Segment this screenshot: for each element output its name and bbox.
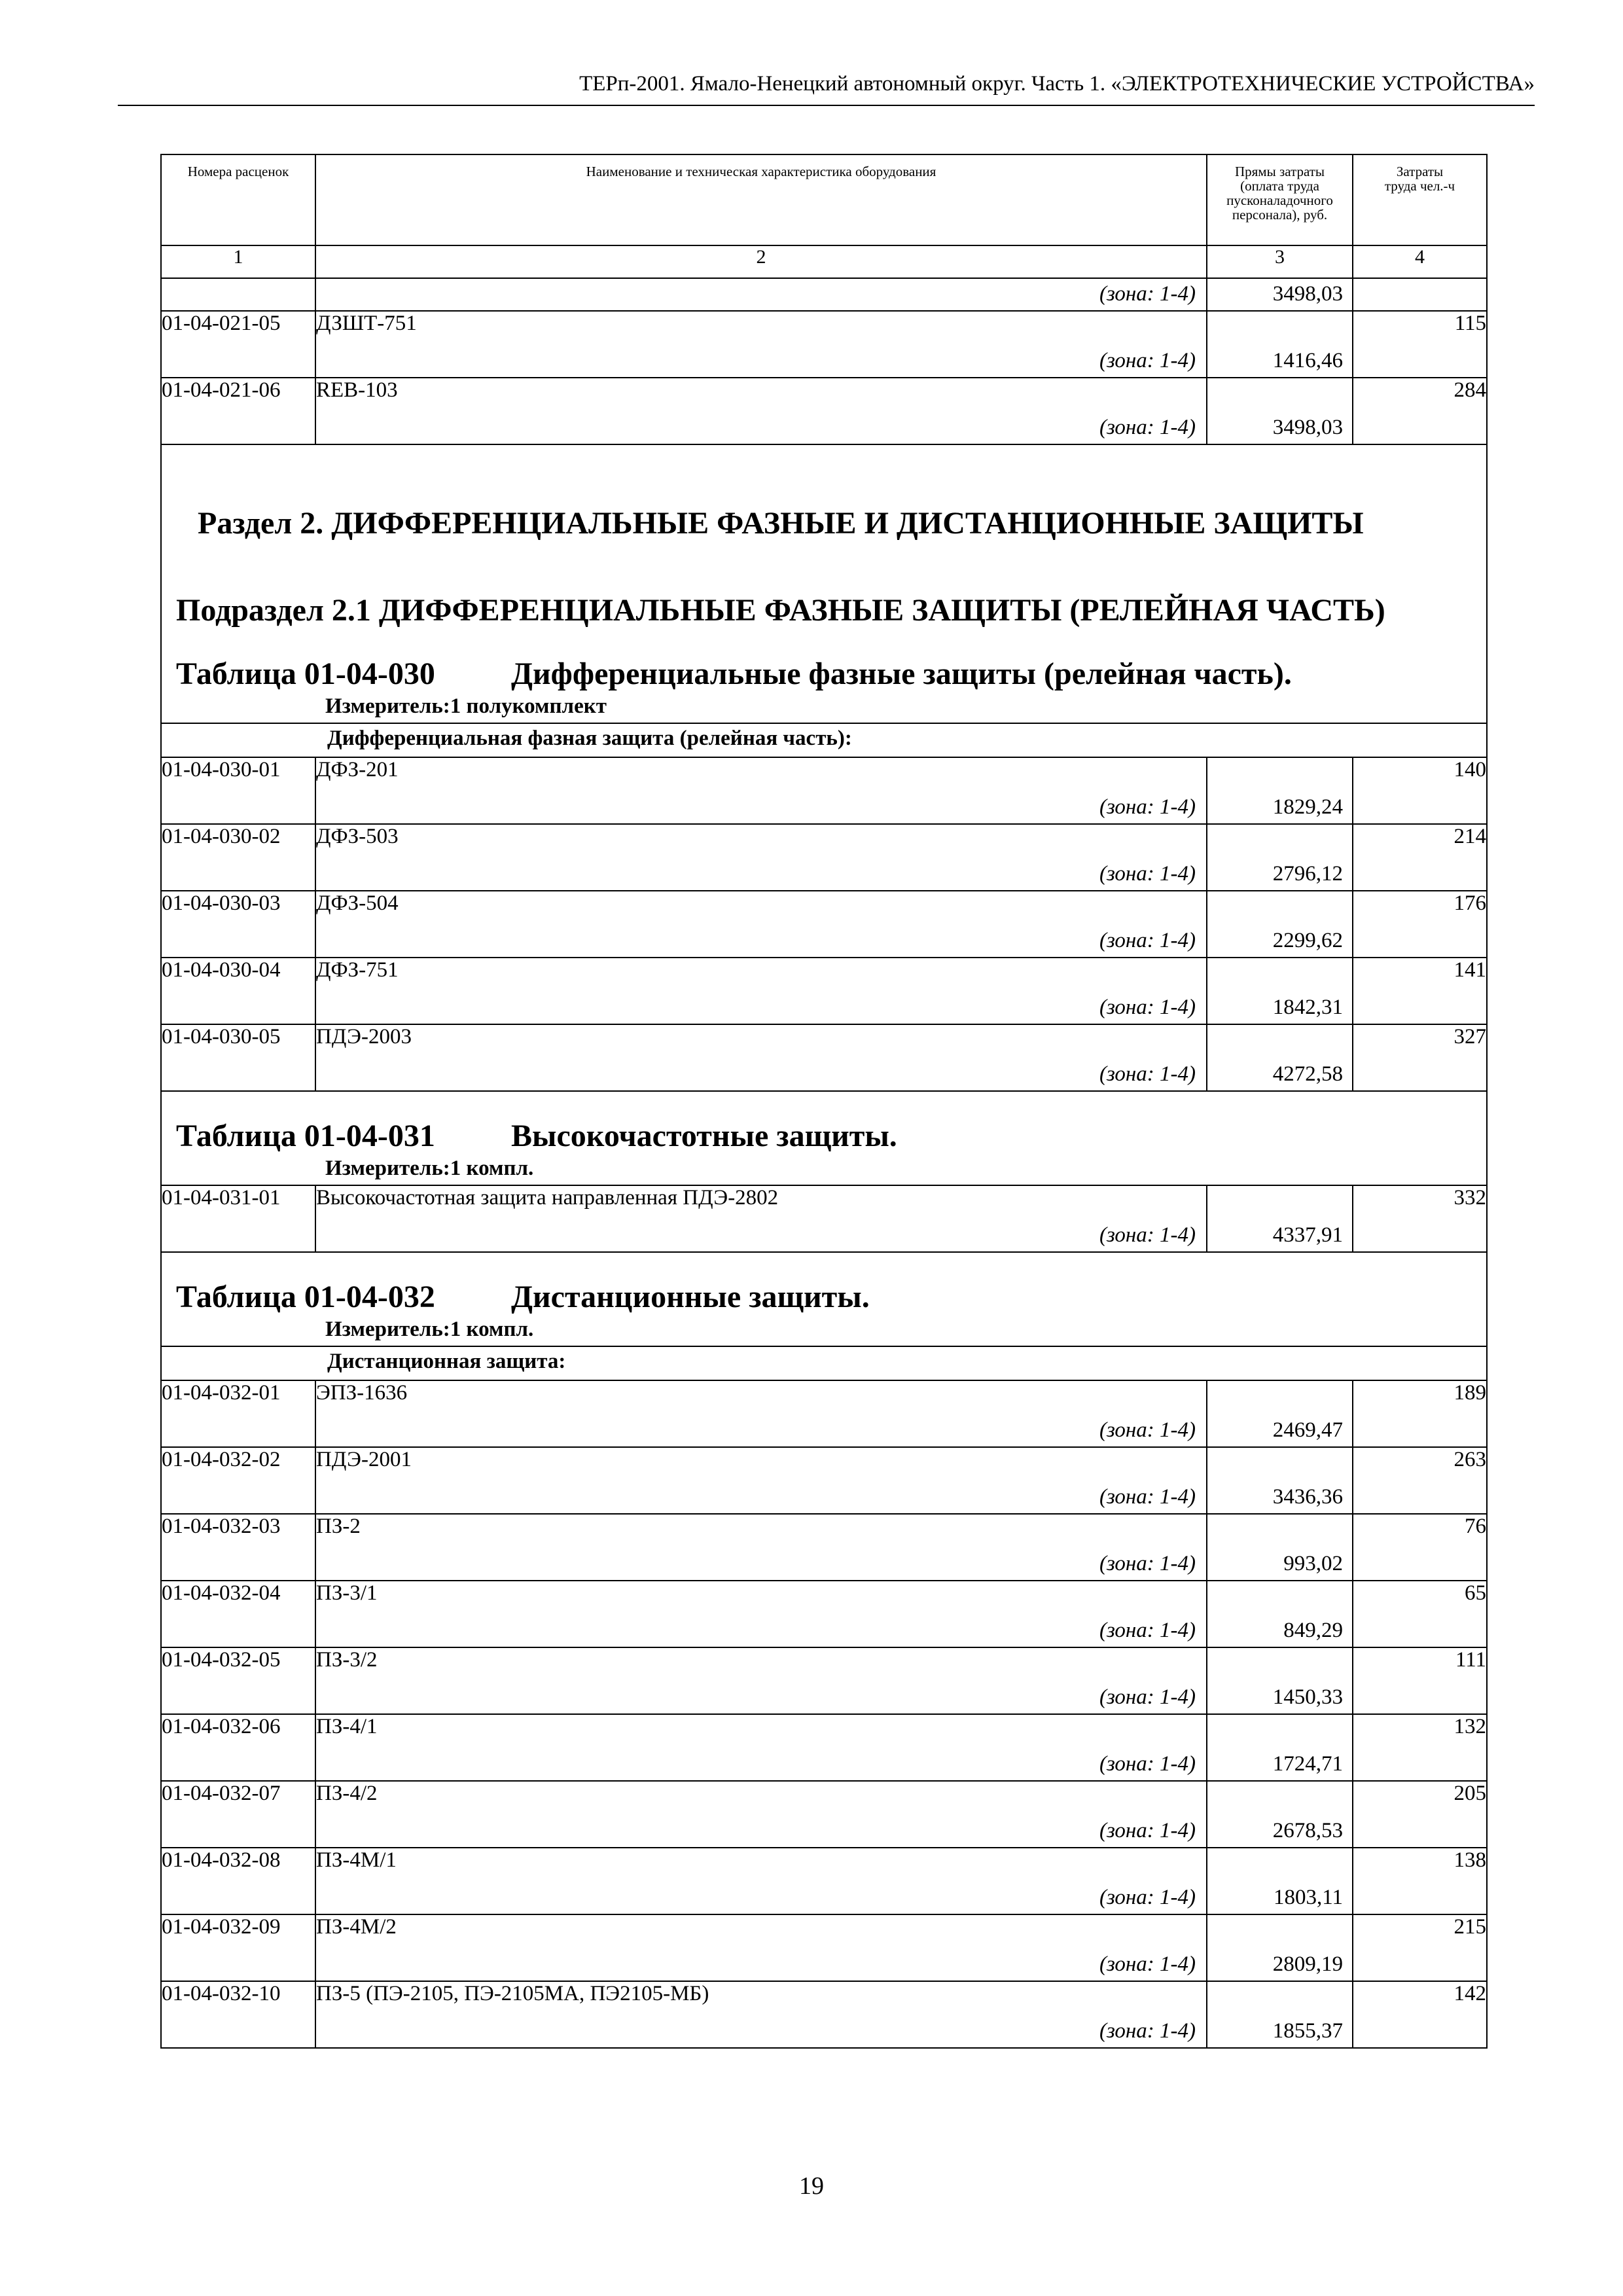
direct-cost <box>1207 891 1353 958</box>
equipment-name <box>315 891 1207 958</box>
table-row <box>161 1447 1487 1514</box>
rate-code: 01-04-032-09 <box>161 1914 315 1981</box>
labor-cost: 111 <box>1353 1647 1487 1714</box>
equipment-name-text: ДЗШТ-751 <box>316 312 417 335</box>
table-row <box>161 1185 1487 1252</box>
direct-cost: 3498,03 <box>1207 278 1353 311</box>
direct-cost-value: 2809,19 <box>1272 1952 1343 1976</box>
equipment-name-text: ПЗ-4М/2 <box>316 1915 397 1939</box>
column-number-row <box>161 245 1487 278</box>
col-header-name: Наименование и техническая характеристика оборудования <box>315 154 1207 245</box>
equipment-name-text: ПДЭ-2003 <box>316 1025 412 1049</box>
direct-cost-value: 1416,46 <box>1272 349 1343 372</box>
rate-code: 01-04-032-10 <box>161 1981 315 2048</box>
equipment-name <box>315 378 1207 444</box>
labor-cost: 140 <box>1353 757 1487 824</box>
rate-code: 01-04-030-04 <box>161 958 315 1024</box>
table-heading <box>161 1252 1487 1346</box>
measure-unit: Измеритель:1 полукомплект <box>325 694 607 718</box>
rate-code: 01-04-030-02 <box>161 824 315 891</box>
rate-code: 01-04-032-04 <box>161 1581 315 1647</box>
direct-cost-value: 2678,53 <box>1272 1819 1343 1842</box>
price-table <box>160 154 1488 2049</box>
direct-cost-value: 2299,62 <box>1272 929 1343 952</box>
equipment-name-text: ПЗ-4/1 <box>316 1715 378 1738</box>
labor-cost: 132 <box>1353 1714 1487 1781</box>
rate-code: 01-04-032-08 <box>161 1848 315 1914</box>
direct-cost <box>1207 1380 1353 1447</box>
equipment-name-text: ПЗ-4/2 <box>316 1782 378 1805</box>
table-row <box>161 1781 1487 1848</box>
zone-label: (зона: 1-4) <box>1099 416 1196 439</box>
direct-cost-value: 4272,58 <box>1272 1062 1343 1086</box>
direct-cost <box>1207 958 1353 1024</box>
labor-cost: 215 <box>1353 1914 1487 1981</box>
direct-cost-value: 1803,11 <box>1273 1886 1343 1909</box>
zone-label: (зона: 1-4) <box>1099 2019 1196 2043</box>
table-row <box>161 278 1487 311</box>
labor-cost: 176 <box>1353 891 1487 958</box>
labor-cost: 263 <box>1353 1447 1487 1514</box>
equipment-name <box>315 1514 1207 1581</box>
direct-cost <box>1207 757 1353 824</box>
equipment-name <box>315 757 1207 824</box>
table-row <box>161 1024 1487 1091</box>
section-title: Раздел 2. ДИФФЕРЕНЦИАЛЬНЫЕ ФАЗНЫЕ И ДИСТАНЦИОННЫЕ ЗАЩИТЫ <box>198 506 1364 541</box>
direct-cost <box>1207 1447 1353 1514</box>
labor-cost: 284 <box>1353 378 1487 444</box>
direct-cost <box>1207 1647 1353 1714</box>
direct-cost-value: 3498,03 <box>1272 416 1343 439</box>
zone-label: (зона: 1-4) <box>1099 1685 1196 1709</box>
table-row <box>161 958 1487 1024</box>
equipment-name <box>315 1380 1207 1447</box>
zone-label: (зона: 1-4) <box>1099 1819 1196 1842</box>
direct-cost <box>1207 1185 1353 1252</box>
equipment-name-text: ДФЗ-504 <box>316 891 399 915</box>
col-number: 4 <box>1353 245 1487 278</box>
equipment-name-text: ДФЗ-201 <box>316 758 399 781</box>
table-title <box>162 628 1486 692</box>
zone-label: (зона: 1-4) <box>1099 1619 1196 1642</box>
zone-label: (зона: 1-4) <box>1099 282 1196 306</box>
rate-code: 01-04-021-05 <box>161 311 315 378</box>
table-name: Дифференциальные фазные защиты (релейная часть). <box>511 656 1292 691</box>
direct-cost <box>1207 311 1353 378</box>
table-title <box>162 1253 1486 1315</box>
equipment-name <box>315 824 1207 891</box>
zone-label: (зона: 1-4) <box>1099 1886 1196 1909</box>
table-row <box>161 1848 1487 1914</box>
zone-label: (зона: 1-4) <box>1099 1552 1196 1575</box>
table-number: Таблица 01-04-031 <box>176 1119 435 1153</box>
direct-cost <box>1207 1024 1353 1091</box>
equipment-name-text: ДФЗ-751 <box>316 958 399 982</box>
equipment-name <box>315 1185 1207 1252</box>
equipment-name-text: ДФЗ-503 <box>316 825 399 848</box>
equipment-name <box>315 1914 1207 1981</box>
col-number: 2 <box>315 245 1207 278</box>
zone-label: (зона: 1-4) <box>1099 862 1196 886</box>
labor-cost: 214 <box>1353 824 1487 891</box>
table-row <box>161 1981 1487 2048</box>
direct-cost-value: 2796,12 <box>1272 862 1343 886</box>
rate-code: 01-04-030-05 <box>161 1024 315 1091</box>
table-heading-row <box>161 1091 1487 1185</box>
equipment-name <box>315 1848 1207 1914</box>
rate-code: 01-04-030-03 <box>161 891 315 958</box>
col-header-labor: Затраты труда чел.-ч <box>1353 154 1487 245</box>
table-row <box>161 891 1487 958</box>
labor-cost: 332 <box>1353 1185 1487 1252</box>
equipment-name-text: ПЗ-3/2 <box>316 1648 378 1672</box>
direct-cost-value: 1829,24 <box>1272 795 1343 819</box>
direct-cost-value: 849,29 <box>1283 1619 1343 1642</box>
equipment-name-text: ПЗ-4М/1 <box>316 1848 397 1872</box>
table-row <box>161 757 1487 824</box>
table-heading <box>161 1091 1487 1185</box>
equipment-name <box>315 1447 1207 1514</box>
subsection-title: Подраздел 2.1 ДИФФЕРЕНЦИАЛЬНЫЕ ФАЗНЫЕ ЗАЩИТЫ (РЕЛЕЙНАЯ ЧАСТЬ) <box>176 593 1385 628</box>
table-heading-row <box>161 1252 1487 1346</box>
table-row <box>161 1714 1487 1781</box>
zone-label: (зона: 1-4) <box>1099 1223 1196 1247</box>
direct-cost <box>1207 1714 1353 1781</box>
zone-label: (зона: 1-4) <box>1099 349 1196 372</box>
labor-cost: 189 <box>1353 1380 1487 1447</box>
zone-label: (зона: 1-4) <box>1099 1752 1196 1776</box>
col-header-codes: Номера расценок <box>161 154 315 245</box>
measure-unit: Измеритель:1 компл. <box>325 1157 534 1180</box>
table-row <box>161 1380 1487 1447</box>
column-header-row <box>161 154 1487 245</box>
zone-label: (зона: 1-4) <box>1099 1952 1196 1976</box>
table-row <box>161 1581 1487 1647</box>
rate-code: 01-04-032-06 <box>161 1714 315 1781</box>
equipment-name-text: ЭПЗ-1636 <box>316 1381 408 1405</box>
labor-cost: 327 <box>1353 1024 1487 1091</box>
zone-label: (зона: 1-4) <box>1099 1418 1196 1442</box>
direct-cost-value: 1724,71 <box>1272 1752 1343 1776</box>
equipment-name <box>315 1781 1207 1848</box>
labor-cost: 138 <box>1353 1848 1487 1914</box>
labor-cost: 115 <box>1353 311 1487 378</box>
equipment-name-text: REB-103 <box>316 378 398 402</box>
labor-cost: 65 <box>1353 1581 1487 1647</box>
direct-cost <box>1207 1781 1353 1848</box>
rate-code: 01-04-021-06 <box>161 378 315 444</box>
zone-label: (зона: 1-4) <box>1099 1062 1196 1086</box>
zone-label: (зона: 1-4) <box>1099 929 1196 952</box>
equipment-name <box>315 1024 1207 1091</box>
direct-cost-value: 2469,47 <box>1272 1418 1343 1442</box>
equipment-name <box>315 311 1207 378</box>
table-row <box>161 824 1487 891</box>
table-row <box>161 1914 1487 1981</box>
table-row <box>161 311 1487 378</box>
zone-label: (зона: 1-4) <box>1099 996 1196 1019</box>
direct-cost-value: 4337,91 <box>1272 1223 1343 1247</box>
table-number: Таблица 01-04-032 <box>176 1280 435 1314</box>
col-number: 3 <box>1207 245 1353 278</box>
running-header: ТЕРп-2001. Ямало-Ненецкий автономный округ. Часть 1. «ЭЛЕКТРОТЕХНИЧЕСКИЕ УСТРОЙСТВА» <box>579 72 1535 96</box>
group-label: Дифференциальная фазная защита (релейная часть): <box>161 723 1487 757</box>
table-number: Таблица 01-04-030 <box>176 656 435 691</box>
table-name: Высокочастотные защиты. <box>511 1119 897 1153</box>
equipment-name <box>315 1714 1207 1781</box>
rate-code: 01-04-030-01 <box>161 757 315 824</box>
table-title <box>162 1092 1486 1154</box>
header-rule <box>118 105 1535 106</box>
direct-cost <box>1207 378 1353 444</box>
labor-cost: 76 <box>1353 1514 1487 1581</box>
direct-cost-value: 1450,33 <box>1272 1685 1343 1709</box>
equipment-name-text: ПЗ-3/1 <box>316 1581 378 1605</box>
table-name: Дистанционные защиты. <box>511 1280 870 1314</box>
group-row <box>161 723 1487 757</box>
direct-cost <box>1207 1914 1353 1981</box>
equipment-name <box>315 1581 1207 1647</box>
direct-cost <box>1207 1848 1353 1914</box>
rate-code: 01-04-032-05 <box>161 1647 315 1714</box>
equipment-name <box>315 1981 1207 2048</box>
rate-code: 01-04-032-03 <box>161 1514 315 1581</box>
direct-cost <box>1207 1514 1353 1581</box>
direct-cost-value: 1842,31 <box>1272 996 1343 1019</box>
labor-cost: 205 <box>1353 1781 1487 1848</box>
direct-cost <box>1207 1581 1353 1647</box>
table-row <box>161 1514 1487 1581</box>
zone-label: (зона: 1-4) <box>1099 1485 1196 1509</box>
labor-cost <box>1353 278 1487 311</box>
col-header-direct-costs: Прямы затраты (оплата труда пусконаладочного персонала), руб. <box>1207 154 1353 245</box>
direct-cost-value: 1855,37 <box>1272 2019 1343 2043</box>
rate-code: 01-04-032-07 <box>161 1781 315 1848</box>
page-number: 19 <box>799 2172 824 2200</box>
section-heading-row <box>161 444 1487 723</box>
rate-code <box>161 278 315 311</box>
rate-code: 01-04-031-01 <box>161 1185 315 1252</box>
col-number: 1 <box>161 245 315 278</box>
labor-cost: 142 <box>1353 1981 1487 2048</box>
equipment-name <box>315 278 1207 311</box>
group-label: Дистанционная защита: <box>161 1346 1487 1380</box>
table-row <box>161 378 1487 444</box>
direct-cost <box>1207 824 1353 891</box>
section-heading <box>161 444 1487 723</box>
rate-code: 01-04-032-02 <box>161 1447 315 1514</box>
equipment-name <box>315 1647 1207 1714</box>
direct-cost-value: 3436,36 <box>1272 1485 1343 1509</box>
direct-cost <box>1207 1981 1353 2048</box>
equipment-name-text: ПДЭ-2001 <box>316 1448 412 1471</box>
equipment-name-text: ПЗ-2 <box>316 1515 361 1538</box>
equipment-name-text: ПЗ-5 (ПЭ-2105, ПЭ-2105МА, ПЭ2105-МБ) <box>316 1982 709 2005</box>
table-row <box>161 1647 1487 1714</box>
measure-unit: Измеритель:1 компл. <box>325 1318 534 1341</box>
labor-cost: 141 <box>1353 958 1487 1024</box>
rate-code: 01-04-032-01 <box>161 1380 315 1447</box>
direct-cost-value: 993,02 <box>1283 1552 1343 1575</box>
group-row <box>161 1346 1487 1380</box>
zone-label: (зона: 1-4) <box>1099 795 1196 819</box>
equipment-name-text: Высокочастотная защита направленная ПДЭ-2802 <box>316 1186 779 1210</box>
equipment-name <box>315 958 1207 1024</box>
